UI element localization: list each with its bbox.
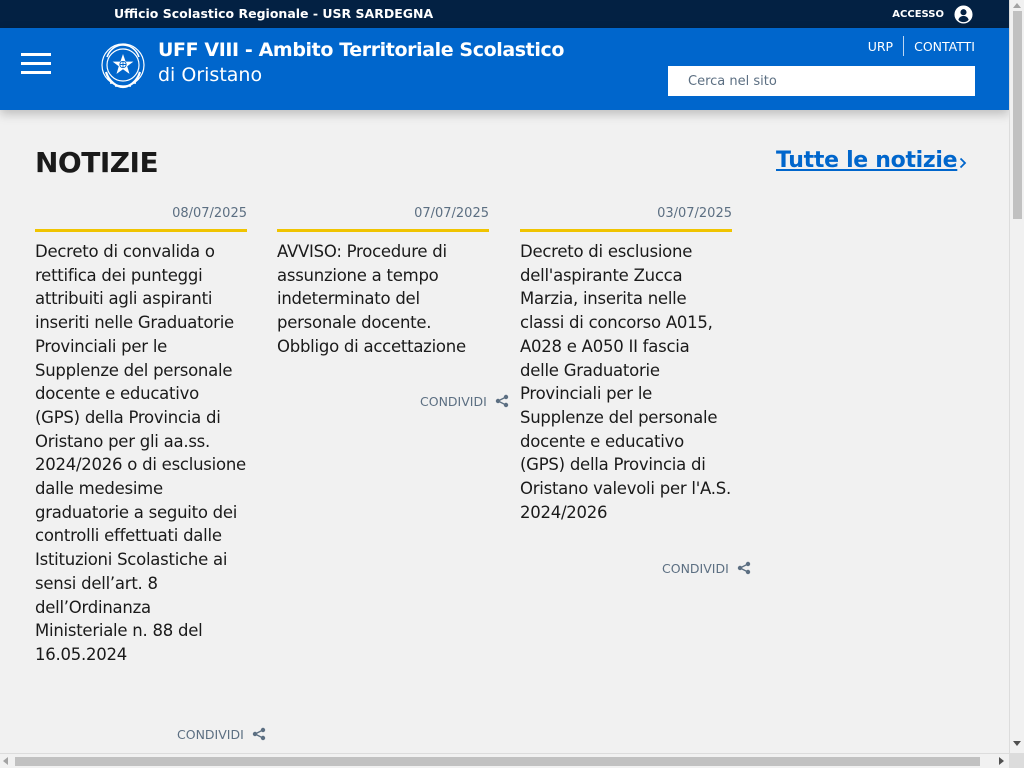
scroll-left-arrow-icon[interactable] <box>3 757 8 765</box>
scroll-up-arrow-icon[interactable] <box>1013 3 1021 8</box>
share-label: CONDIVIDI <box>662 560 729 576</box>
share-icon <box>737 561 751 575</box>
vertical-scrollbar[interactable] <box>1009 0 1024 768</box>
news-card <box>277 206 489 359</box>
chevron-right-icon[interactable] <box>958 156 968 170</box>
scroll-right-arrow-icon[interactable] <box>999 757 1004 765</box>
share-icon <box>252 727 266 741</box>
top-bar <box>0 0 1009 28</box>
site-title-line1: UFF VIII - Ambito Territoriale Scolastico <box>158 39 564 61</box>
vertical-scroll-thumb[interactable] <box>1013 11 1022 219</box>
search-input[interactable] <box>668 66 975 96</box>
section-title: NOTIZIE <box>35 146 159 179</box>
horizontal-scrollbar[interactable] <box>0 753 1009 768</box>
share-label: CONDIVIDI <box>420 393 487 409</box>
access-label: ACCESSO <box>892 8 944 20</box>
site-title[interactable] <box>158 38 564 88</box>
share-button[interactable] <box>662 558 751 578</box>
share-button[interactable] <box>177 724 266 744</box>
site-title-line2: di Oristano <box>158 64 263 86</box>
urp-link[interactable]: URP <box>867 38 894 54</box>
horizontal-scroll-thumb[interactable] <box>15 757 980 766</box>
emblem-icon[interactable] <box>98 39 148 91</box>
user-icon <box>954 5 973 24</box>
access-button[interactable] <box>892 4 973 24</box>
region-link[interactable]: Ufficio Scolastico Regionale - USR SARDEGNA <box>114 6 434 21</box>
news-title-link[interactable]: AVVISO: Procedure di assunzione a tempo indeterminato del personale docente. Obbligo di accettazione <box>277 242 466 356</box>
site-header <box>0 28 1009 110</box>
news-card <box>35 206 247 667</box>
news-title-link[interactable]: Decreto di esclusione dell'aspirante Zucca Marzia, inserita nelle classi di concorso A015, A028 e A050 II fascia delle Graduatorie Provinciali per le Supplenze del personale docente e educativo (GPS) della Provincia di Oristano valevoli per l'A.S. 2024/2026 <box>520 242 731 522</box>
share-button[interactable] <box>420 391 509 411</box>
news-date: 08/07/2025 <box>35 206 247 232</box>
menu-icon[interactable] <box>21 52 51 76</box>
share-label: CONDIVIDI <box>177 726 244 742</box>
news-title-link[interactable]: Decreto di convalida o rettifica dei punteggi attribuiti agli aspiranti inseriti nelle Graduatorie Provinciali per le Supplenze del personale docente e educativo (GPS) della Provincia di Oristano per gli aa.ss. 2024/2026 o di esclusione dalle medesime graduatorie a seguito dei controlli effettuati dalle Istituzioni Scolastiche ai sensi dell’art. 8 dell’Ordinanza Ministeriale n. 88 del 16.05.2024 <box>35 242 246 664</box>
share-icon <box>495 394 509 408</box>
header-links <box>868 36 975 56</box>
news-date: 07/07/2025 <box>277 206 489 232</box>
link-divider <box>903 36 904 56</box>
scroll-down-arrow-icon[interactable] <box>1013 741 1021 746</box>
news-card <box>520 206 732 524</box>
all-news-link[interactable]: Tutte le notizie <box>776 148 958 173</box>
news-date: 03/07/2025 <box>520 206 732 232</box>
contatti-link[interactable]: CONTATTI <box>914 38 975 54</box>
scrollbar-corner <box>1009 753 1024 768</box>
